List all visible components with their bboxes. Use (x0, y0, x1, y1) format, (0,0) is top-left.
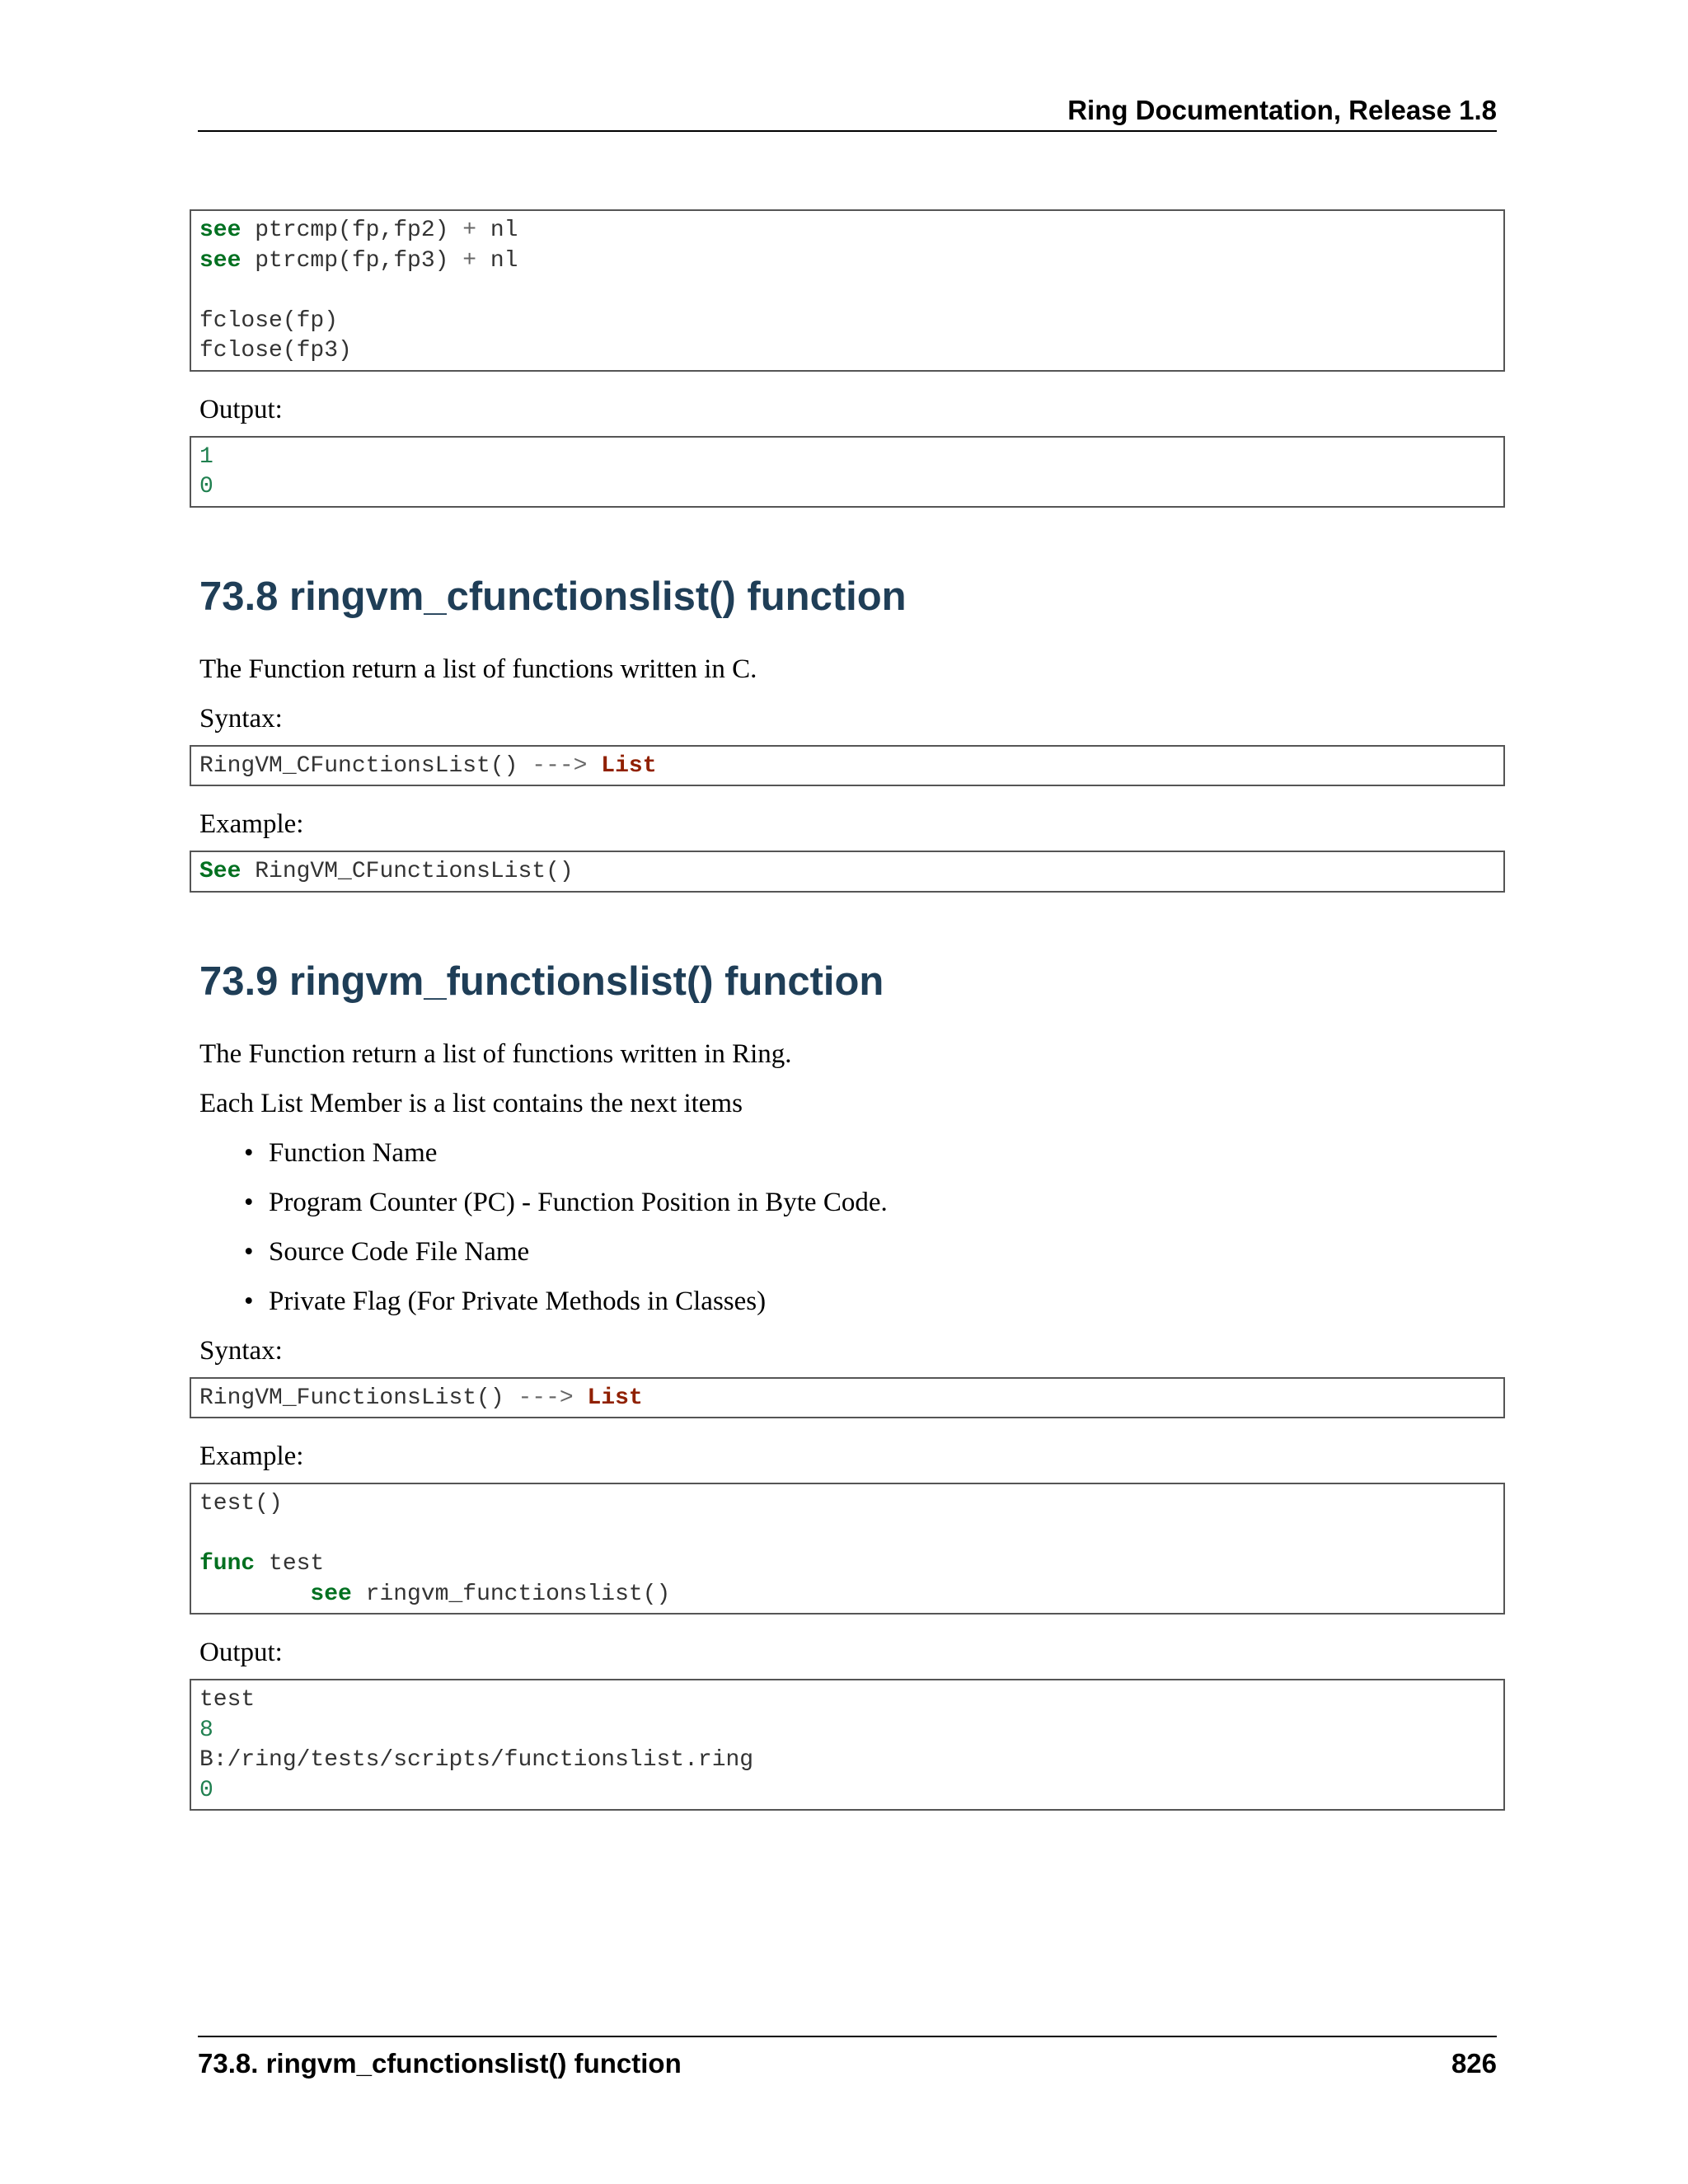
section-heading-73-8: 73.8 ringvm_cfunctionslist() function (199, 574, 907, 619)
output-label: Output: (199, 1638, 283, 1667)
page-header (198, 92, 1497, 132)
page-footer (198, 2036, 1497, 2082)
section-description: The Function return a list of functions written in C. (199, 654, 757, 684)
list-item: • Function Name (244, 1137, 1505, 1169)
syntax-label: Syntax: (199, 703, 283, 733)
output-block-functionslist: test 8 B:/ring/tests/scripts/functionslist.ring 0 (190, 1679, 1505, 1811)
code-block-ptrcmp (190, 209, 1505, 372)
example-block-functionslist: test() func test see ringvm_functionslist() (190, 1483, 1505, 1615)
syntax-block-cfunctionslist: RingVM_CFunctionsList() ---> List (190, 745, 1505, 787)
example-block-cfunctionslist: See RingVM_CFunctionsList() (190, 851, 1505, 893)
code-line: see ptrcmp(fp,fp3) + nl (199, 247, 518, 274)
syntax-label: Syntax: (199, 1335, 283, 1366)
list-item: • Program Counter (PC) - Function Position in Byte Code. (244, 1186, 1505, 1219)
example-label: Example: (199, 809, 304, 839)
page-number: 826 (1451, 2048, 1497, 2079)
code-line: see ptrcmp(fp,fp2) + nl (199, 218, 518, 243)
output-block-ptrcmp (190, 436, 1505, 508)
page-content (190, 209, 1505, 1811)
header-title: Ring Documentation, Release 1.8 (1067, 95, 1497, 125)
section-description: The Function return a list of functions written in Ring. (199, 1038, 792, 1069)
members-intro: Each List Member is a list contains the next items (199, 1088, 743, 1118)
member-items-list (190, 1137, 1505, 1318)
syntax-block-functionslist: RingVM_FunctionsList() ---> List (190, 1377, 1505, 1419)
output-value: 0 (199, 474, 213, 499)
output-value: 1 (199, 443, 213, 470)
list-item: • Source Code File Name (244, 1235, 1505, 1268)
section-heading-73-9: 73.9 ringvm_functionslist() function (199, 958, 884, 1004)
output-label: Output: (199, 394, 283, 424)
footer-section-title: 73.8. ringvm_cfunctionslist() function (198, 2048, 682, 2079)
code-line: fclose(fp) (199, 307, 339, 334)
list-item: • Private Flag (For Private Methods in Classes) (244, 1285, 1505, 1318)
example-label: Example: (199, 1441, 304, 1471)
code-line: fclose(fp3) (199, 338, 352, 363)
